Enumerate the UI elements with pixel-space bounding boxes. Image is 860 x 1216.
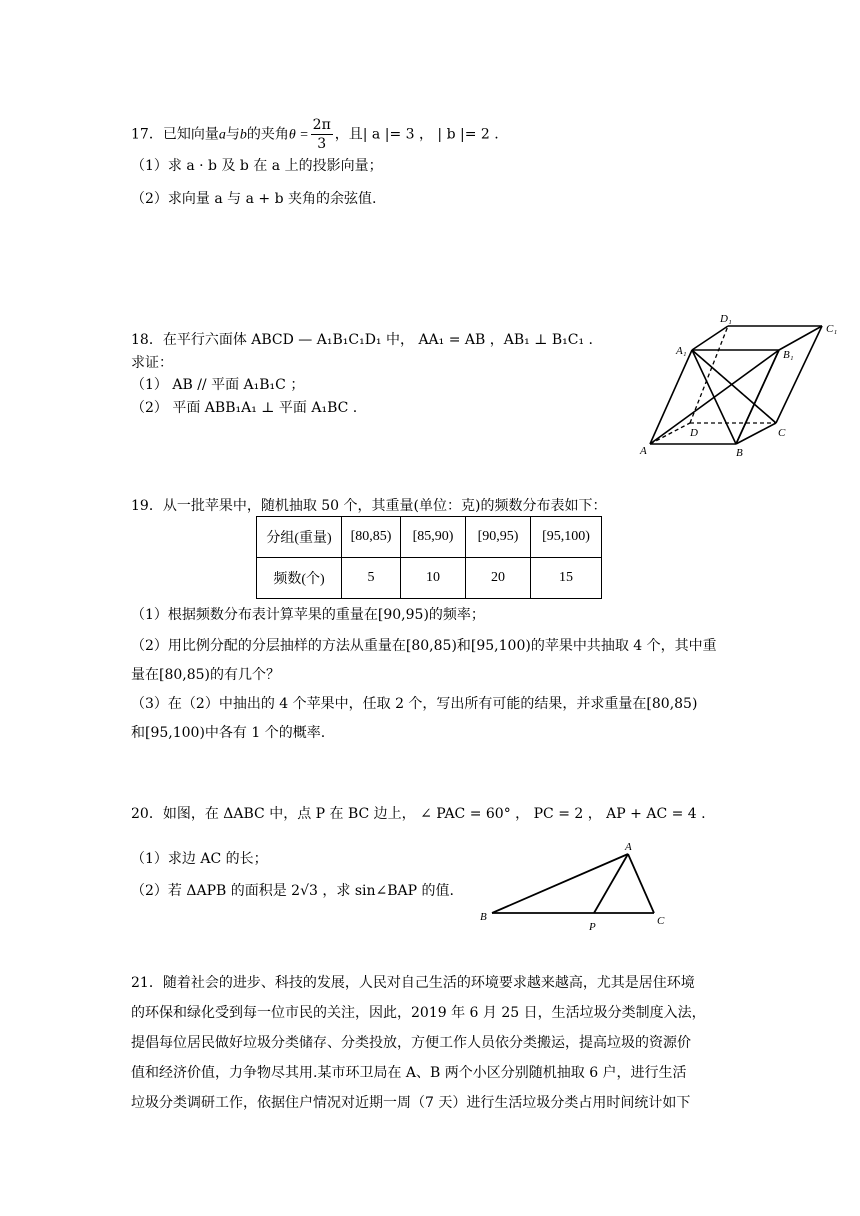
label-D1: D₁ [720, 313, 732, 325]
vector-a: a [218, 127, 226, 143]
q19-part2-line1: （2）用比例分配的分层抽样的方法从重量在[80,85)和[95,100)的苹果中共抽取 4 个，其中重 [131, 638, 717, 654]
q20-stem: 20．如图，在 ΔABC 中，点 P 在 BC 边上， ∠ PAC = 60° ， PC = 2 ， AP + AC = 4 . [131, 806, 706, 822]
theta-symbol: θ = [288, 127, 309, 143]
q19-part2-line2: 量在[80,85)的有几个？ [131, 667, 281, 683]
table-cell: 频数(个) [257, 558, 342, 599]
table-cell: [90,95) [466, 517, 531, 558]
q21-line: 的环保和绿化受到每一位市民的关注，因此，2019 年 6 月 25 日，生活垃圾分类制度入法， [131, 1005, 706, 1021]
q17-part2: （2）求向量 a 与 a + b 夹角的余弦值. [131, 191, 377, 207]
angle-fraction [311, 116, 333, 153]
q18-stem: 18．在平行六面体 ABCD — A₁B₁C₁D₁ 中， AA₁ = AB ，AB₁ ⊥ B₁C₁ . [131, 332, 593, 348]
q21-line: 值和经济价值，力争物尽其用.某市环卫局在 A、B 两个小区分别随机抽取 6 户，进行生活 [131, 1065, 687, 1081]
label-A1: A₁ [676, 345, 687, 357]
table-cell: 15 [531, 558, 602, 599]
q21-line: 提倡每位居民做好垃圾分类储存、分类投放，方便工作人员依分类搬运，提高垃圾的资源价 [131, 1035, 691, 1051]
table-cell: 20 [466, 558, 531, 599]
triangle-figure [474, 838, 674, 938]
fraction-denominator: 3 [317, 136, 327, 152]
q18-part1: （1） AB // 平面 A₁B₁C ； [131, 377, 305, 393]
table-row [257, 558, 602, 599]
q20-part1: （1）求边 AC 的长； [131, 851, 268, 867]
vector-b: b [239, 127, 247, 143]
q21-line: 21．随着社会的进步、科技的发展，人民对自己生活的环境要求越来越高，尤其是居住环境 [131, 975, 695, 991]
label-A: A [640, 445, 647, 457]
table-cell: 10 [401, 558, 466, 599]
fraction-numerator: 2π [312, 117, 331, 133]
q17-stem-rest: ，且| a |= 3 ， | b |= 2 . [334, 126, 499, 143]
label-B1: B₁ [783, 349, 794, 361]
q17-stem-prefix: 17．已知向量 [131, 126, 219, 143]
table-header-row [257, 517, 602, 558]
q19-part1: （1）根据频数分布表计算苹果的重量在[90,95)的频率； [131, 607, 485, 623]
q18-prove: 求证： [131, 355, 173, 371]
table-cell: 5 [342, 558, 401, 599]
q17-stem-mid1: 与 [225, 126, 240, 143]
q19-part3-line1: （3）在（2）中抽出的 4 个苹果中，任取 2 个，写出所有可能的结果，并求重量在[80,85) [131, 696, 698, 712]
q19-part3-line2: 和[95,100)中各有 1 个的概率. [131, 725, 326, 741]
label-C1: C₁ [826, 323, 838, 335]
label-C: C [778, 427, 786, 439]
table-cell: [80,85) [342, 517, 401, 558]
q19-stem: 19．从一批苹果中，随机抽取 50 个，其重量(单位：克)的频数分布表如下： [131, 498, 607, 514]
q18-part2: （2） 平面 ABB₁A₁ ⊥ 平面 A₁BC . [131, 400, 358, 416]
label-P: P [589, 921, 596, 933]
frequency-table [256, 516, 602, 599]
label-D: D [690, 427, 698, 439]
q17-stem [131, 116, 499, 153]
label-A: A [625, 841, 632, 853]
q20-part2: （2）若 ΔAPB 的面积是 2√3 ，求 sin∠BAP 的值. [131, 883, 454, 899]
q21-line: 垃圾分类调研工作，依据住户情况对近期一周（7 天）进行生活垃圾分类占用时间统计如下 [131, 1095, 691, 1111]
label-B: B [480, 911, 487, 923]
table-cell: [95,100) [531, 517, 602, 558]
table-cell: 分组(重量) [257, 517, 342, 558]
label-B: B [736, 447, 743, 459]
q17-stem-mid2: 的夹角 [246, 126, 289, 143]
q17-part1: （1）求 a · b 及 b 在 a 上的投影向量； [131, 158, 383, 174]
table-cell: [85,90) [401, 517, 466, 558]
parallelepiped-figure [630, 310, 850, 460]
label-C: C [657, 915, 665, 927]
